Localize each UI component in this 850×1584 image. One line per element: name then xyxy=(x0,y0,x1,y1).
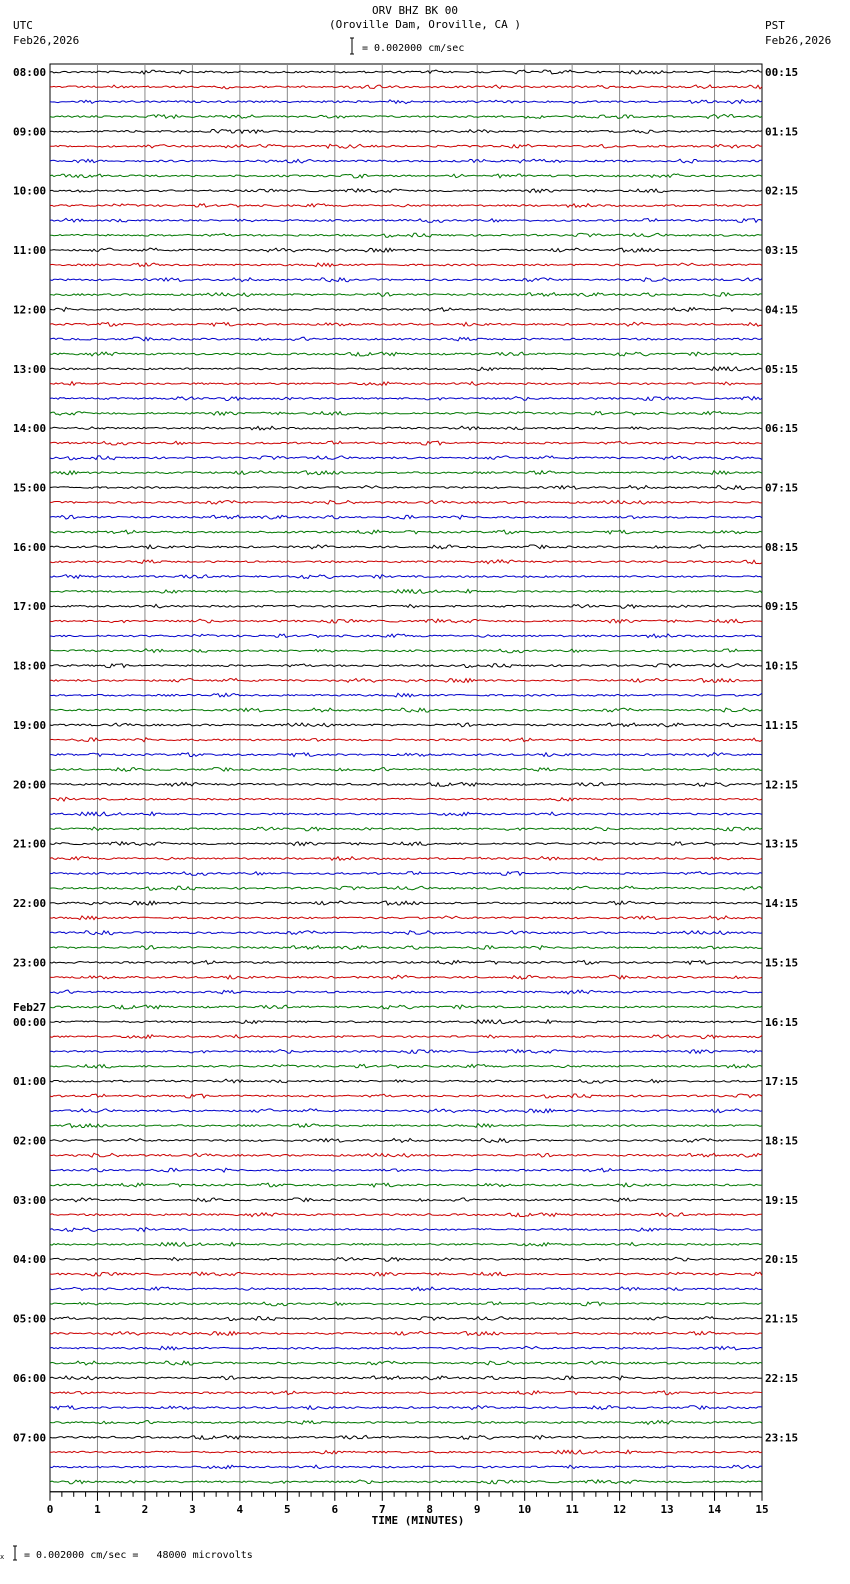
seismic-trace xyxy=(50,1153,762,1157)
seismic-trace xyxy=(50,693,762,697)
seismic-trace xyxy=(50,144,762,148)
x-tick-label: 4 xyxy=(236,1502,244,1516)
seismic-trace xyxy=(50,1421,762,1425)
pst-hour-label: 03:15 xyxy=(765,244,799,258)
seismic-trace xyxy=(50,797,762,801)
seismic-trace xyxy=(50,159,762,163)
seismic-trace xyxy=(50,233,762,237)
pst-hour-label: 21:15 xyxy=(765,1312,799,1326)
x-tick-label: 9 xyxy=(473,1502,481,1516)
seismic-trace xyxy=(50,857,762,861)
footer-mark: x xyxy=(0,1553,5,1561)
seismic-trace xyxy=(50,204,762,208)
x-axis-label: TIME (MINUTES) xyxy=(371,1513,465,1527)
plot-frame xyxy=(50,64,762,1492)
trace-layer xyxy=(50,70,762,1484)
seismic-trace xyxy=(50,619,762,623)
seismic-trace xyxy=(50,515,762,519)
utc-hour-label: 23:00 xyxy=(13,956,47,970)
pst-hour-label: 20:15 xyxy=(765,1253,799,1267)
pst-hour-label: 23:15 xyxy=(765,1431,799,1445)
pst-hour-label: 01:15 xyxy=(765,125,799,139)
seismic-trace xyxy=(50,1406,762,1410)
utc-hour-label: 04:00 xyxy=(13,1253,47,1267)
seismic-trace xyxy=(50,960,762,964)
seismic-trace xyxy=(50,812,762,816)
seismic-trace xyxy=(50,337,762,341)
seismic-trace xyxy=(50,1257,762,1261)
x-tick-label: 8 xyxy=(426,1502,434,1516)
seismic-trace xyxy=(50,115,762,119)
seismic-trace xyxy=(50,500,762,504)
seismic-trace xyxy=(50,100,762,104)
pst-hour-label: 14:15 xyxy=(765,897,799,911)
pst-hour-label: 13:15 xyxy=(765,837,799,851)
pst-hour-label: 11:15 xyxy=(765,718,799,732)
scale-label: = 0.002000 cm/sec xyxy=(362,43,465,54)
seismic-trace xyxy=(50,1272,762,1276)
pst-hour-label: 07:15 xyxy=(765,481,799,495)
x-tick-label: 0 xyxy=(46,1502,54,1516)
seismic-trace xyxy=(50,589,762,593)
footer-calibration: = 0.002000 cm/sec = 48000 microvolts xyxy=(24,1550,253,1561)
seismic-trace xyxy=(50,1317,762,1321)
right-date: Feb26,2026 xyxy=(765,34,832,47)
x-tick-label: 10 xyxy=(518,1502,532,1516)
utc-hour-label: 09:00 xyxy=(13,125,47,139)
pst-hour-label: 02:15 xyxy=(765,184,799,198)
seismic-trace xyxy=(50,471,762,475)
utc-hour-label: 11:00 xyxy=(13,244,47,258)
seismic-trace xyxy=(50,753,762,757)
seismic-trace xyxy=(50,1050,762,1054)
utc-hour-label: 17:00 xyxy=(13,600,47,614)
pst-hour-label: 17:15 xyxy=(765,1075,799,1089)
seismic-trace xyxy=(50,189,762,193)
seismic-trace xyxy=(50,975,762,979)
seismic-trace xyxy=(50,1139,762,1143)
x-tick-label: 1 xyxy=(94,1502,101,1516)
right-timezone: PST xyxy=(765,19,785,32)
seismic-trace xyxy=(50,248,762,252)
pst-hour-label: 10:15 xyxy=(765,659,799,673)
seismic-trace xyxy=(50,1376,762,1380)
seismic-trace xyxy=(50,426,762,430)
x-tick-label: 13 xyxy=(660,1502,674,1516)
x-tick-label: 2 xyxy=(141,1502,149,1516)
pst-hour-label: 08:15 xyxy=(765,540,799,554)
seismic-trace xyxy=(50,545,762,549)
seismic-trace xyxy=(50,1035,762,1039)
seismic-trace xyxy=(50,738,762,742)
utc-hour-label: 21:00 xyxy=(13,837,47,851)
utc-hour-label: 12:00 xyxy=(13,303,47,317)
seismic-trace xyxy=(50,931,762,935)
seismic-trace xyxy=(50,872,762,876)
seismic-trace xyxy=(50,1168,762,1172)
seismic-trace xyxy=(50,1391,762,1395)
pst-hour-label: 22:15 xyxy=(765,1371,799,1385)
grid-layer xyxy=(50,64,762,1492)
seismic-trace xyxy=(50,1287,762,1291)
seismic-trace xyxy=(50,307,762,311)
utc-hour-label: 19:00 xyxy=(13,718,47,732)
seismic-trace xyxy=(50,842,762,846)
pst-hour-label: 06:15 xyxy=(765,422,799,436)
x-tick-label: 6 xyxy=(331,1502,339,1516)
seismic-trace xyxy=(50,1183,762,1187)
pst-hour-label: 04:15 xyxy=(765,303,799,317)
x-tick-label: 7 xyxy=(378,1502,386,1516)
seismic-trace xyxy=(50,278,762,282)
x-tick-label: 5 xyxy=(284,1502,291,1516)
seismic-trace xyxy=(50,916,762,920)
date-change-label: Feb27 xyxy=(13,1000,47,1014)
seismic-trace xyxy=(50,218,762,222)
pst-hour-label: 16:15 xyxy=(765,1015,799,1029)
seismic-trace xyxy=(50,293,762,297)
utc-hour-label: 10:00 xyxy=(13,184,47,198)
x-tick-label: 12 xyxy=(612,1502,627,1516)
seismic-trace xyxy=(50,1094,762,1098)
seismic-trace xyxy=(50,723,762,727)
seismic-trace xyxy=(50,604,762,608)
pst-hour-label: 00:15 xyxy=(765,66,799,79)
x-tick-label: 14 xyxy=(707,1502,722,1516)
seismic-trace xyxy=(50,768,762,772)
seismic-trace xyxy=(50,649,762,653)
utc-hour-label: 05:00 xyxy=(13,1312,47,1326)
seismic-trace xyxy=(50,1302,762,1306)
seismic-trace xyxy=(50,990,762,994)
seismic-trace xyxy=(50,575,762,579)
seismic-trace xyxy=(50,367,762,371)
x-tick-label: 11 xyxy=(565,1502,579,1516)
seismic-trace xyxy=(50,1361,762,1365)
pst-hour-label: 09:15 xyxy=(765,600,799,614)
seismic-trace xyxy=(50,1242,762,1246)
pst-hour-label: 19:15 xyxy=(765,1193,799,1207)
seismic-trace xyxy=(50,1450,762,1454)
seismic-trace xyxy=(50,1020,762,1024)
pst-hour-label: 15:15 xyxy=(765,956,799,970)
seismic-trace xyxy=(50,1331,762,1335)
utc-hour-label: 22:00 xyxy=(13,897,47,911)
left-timezone: UTC xyxy=(13,19,33,32)
seismic-trace xyxy=(50,634,762,638)
seismic-trace xyxy=(50,886,762,890)
utc-hour-label: 20:00 xyxy=(13,778,47,792)
seismic-trace xyxy=(50,560,762,564)
seismic-trace xyxy=(50,397,762,401)
seismic-trace xyxy=(50,1435,762,1439)
seismic-trace xyxy=(50,1109,762,1113)
seismic-trace xyxy=(50,946,762,950)
x-tick-label: 15 xyxy=(755,1502,769,1516)
utc-hour-label: 02:00 xyxy=(13,1134,47,1148)
seismic-trace xyxy=(50,322,762,326)
seismic-trace xyxy=(50,1480,762,1484)
seismic-trace xyxy=(50,174,762,178)
seismic-trace xyxy=(50,1064,762,1068)
utc-hour-label: 08:00 xyxy=(13,66,47,79)
seismic-trace xyxy=(50,352,762,356)
pst-hour-label: 05:15 xyxy=(765,362,799,376)
station-title: ORV BHZ BK 00 xyxy=(371,4,459,17)
seismic-trace xyxy=(50,130,762,134)
seismic-trace xyxy=(50,827,762,831)
utc-hour-label: 16:00 xyxy=(13,540,47,554)
x-tick-label: 3 xyxy=(189,1502,196,1516)
seismic-trace xyxy=(50,1079,762,1083)
utc-hour-label: 00:00 xyxy=(13,1015,47,1029)
seismic-trace xyxy=(50,85,762,89)
seismic-trace xyxy=(50,1228,762,1232)
seismic-trace xyxy=(50,679,762,683)
seismic-trace xyxy=(50,901,762,905)
seismic-trace xyxy=(50,530,762,534)
seismic-trace xyxy=(50,708,762,712)
seismic-trace xyxy=(50,70,762,74)
seismic-trace xyxy=(50,382,762,386)
seismic-trace xyxy=(50,1213,762,1217)
left-date: Feb26,2026 xyxy=(13,34,80,47)
utc-hour-label: 14:00 xyxy=(13,422,47,436)
seismic-trace xyxy=(50,1465,762,1469)
station-location: (Oroville Dam, Oroville, CA ) xyxy=(328,18,522,31)
pst-hour-label: 18:15 xyxy=(765,1134,799,1148)
utc-hour-label: 18:00 xyxy=(13,659,47,673)
seismic-trace xyxy=(50,412,762,416)
seismic-trace xyxy=(50,1346,762,1350)
utc-hour-label: 13:00 xyxy=(13,362,47,376)
seismic-trace xyxy=(50,1198,762,1202)
seismic-trace xyxy=(50,486,762,490)
seismic-trace xyxy=(50,1005,762,1009)
seismic-trace xyxy=(50,782,762,786)
pst-hour-label: 12:15 xyxy=(765,778,799,792)
label-layer xyxy=(13,66,798,1527)
utc-hour-label: 06:00 xyxy=(13,1371,47,1385)
utc-hour-label: 15:00 xyxy=(13,481,47,495)
seismic-trace xyxy=(50,664,762,668)
utc-hour-label: 07:00 xyxy=(13,1431,47,1445)
utc-hour-label: 01:00 xyxy=(13,1075,47,1089)
utc-hour-label: 03:00 xyxy=(13,1193,47,1207)
seismic-trace xyxy=(50,441,762,445)
seismic-trace xyxy=(50,1124,762,1128)
seismic-trace xyxy=(50,263,762,267)
seismic-trace xyxy=(50,456,762,460)
